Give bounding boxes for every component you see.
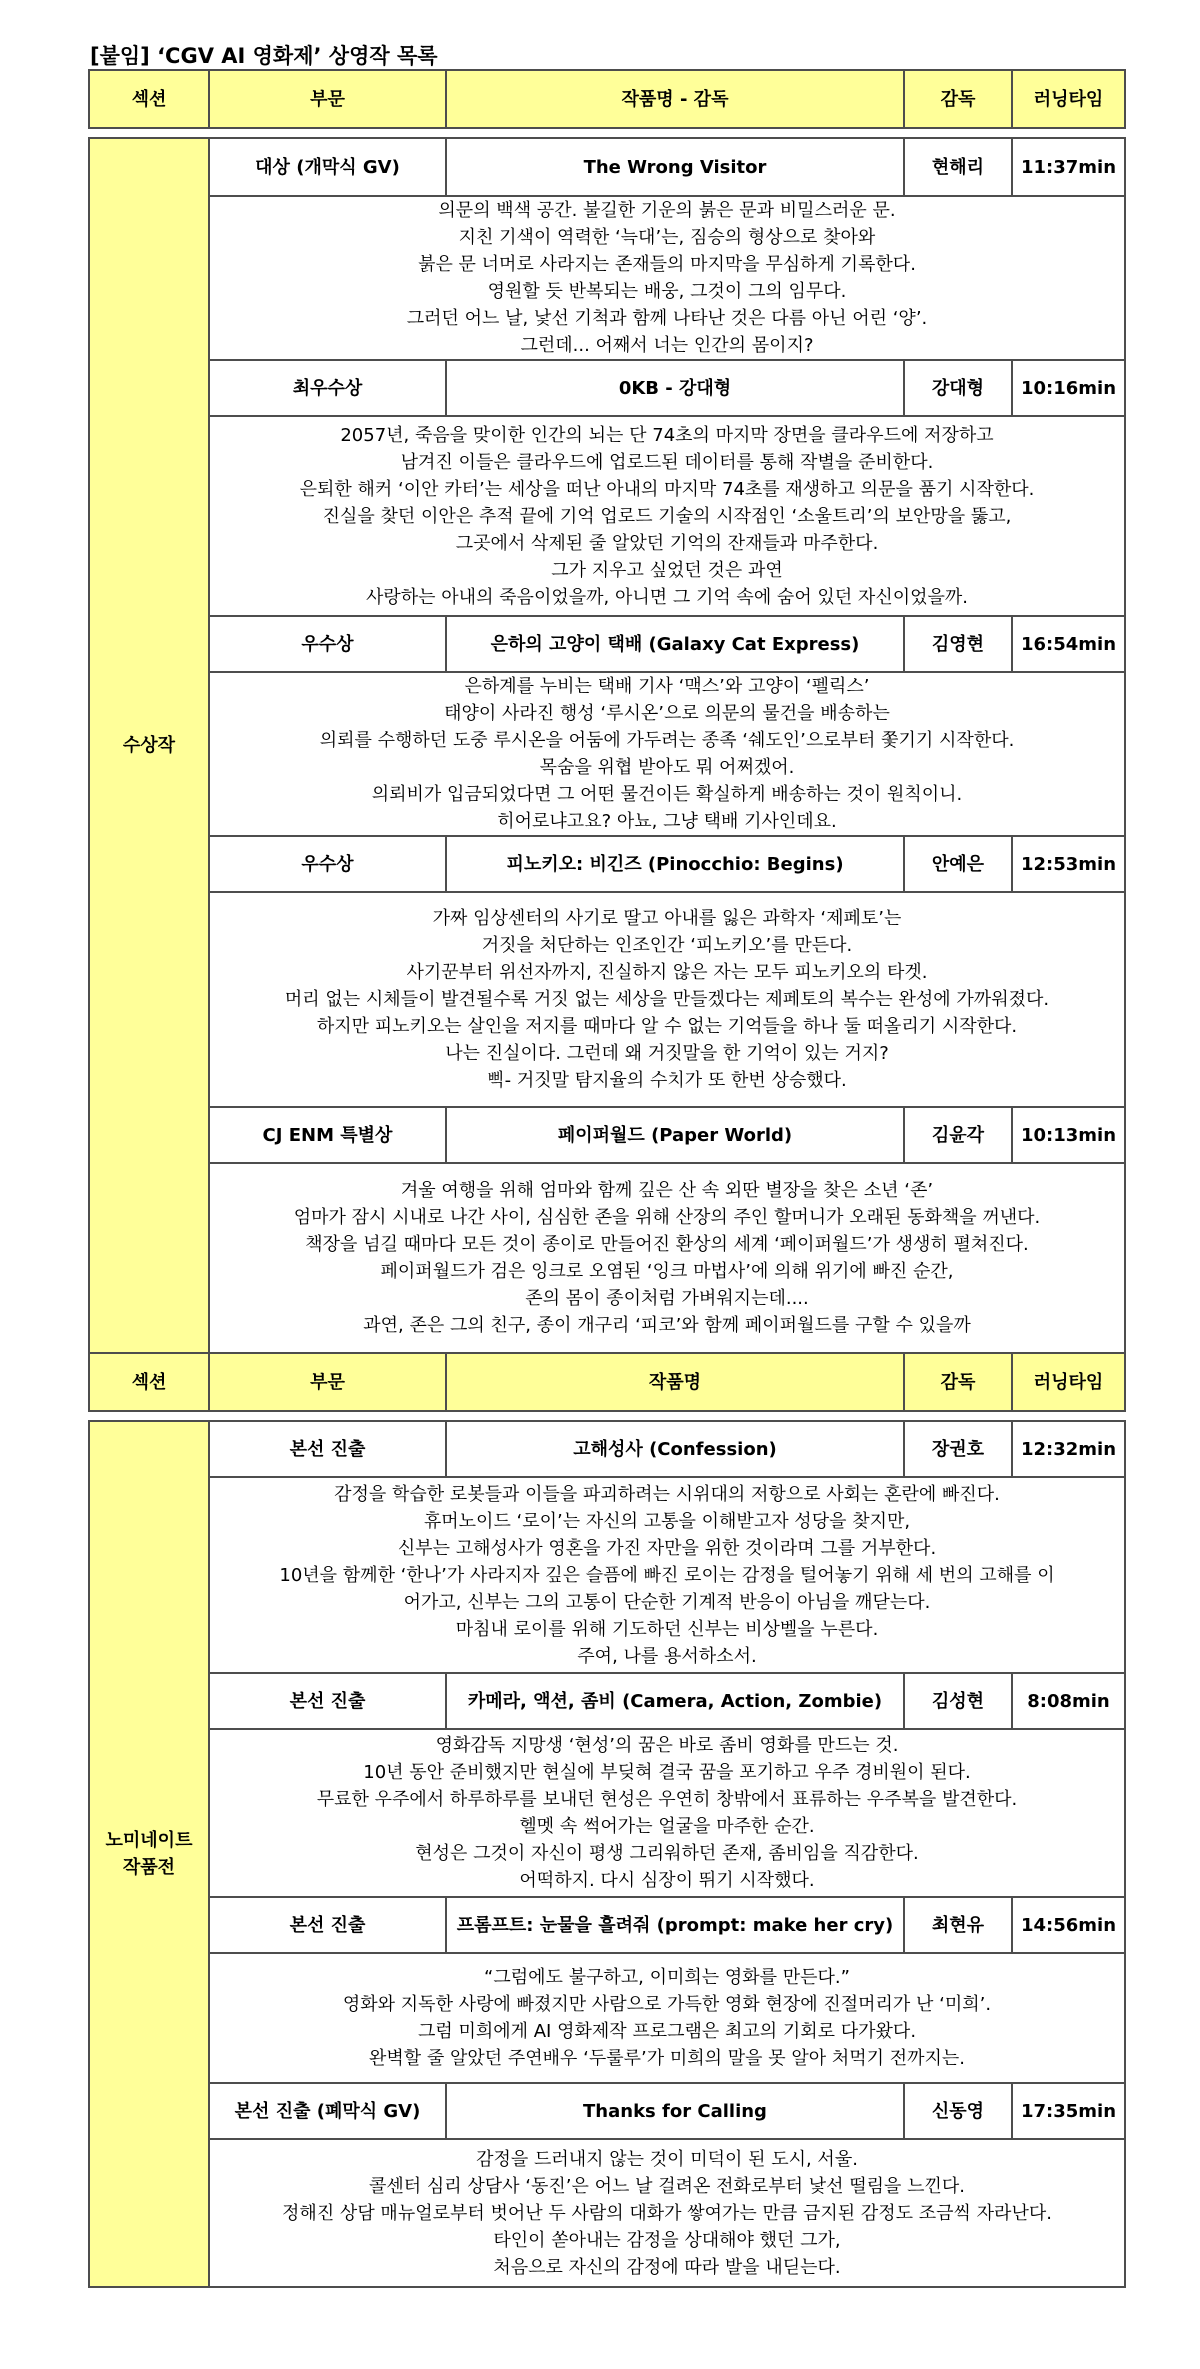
- award-synopsis-row: [89, 1163, 1125, 1353]
- award-header-director: 감독: [904, 70, 1012, 128]
- synopsis-line: 그럼 미희에게 AI 영화제작 프로그램은 최고의 기회로 다가왔다.: [417, 2021, 917, 2042]
- nominee-synopsis-row: [89, 2139, 1125, 2287]
- synopsis-line: 겨울 여행을 위해 엄마와 함께 깊은 산 속 외딴 별장을 찾은 소년 ‘존’: [400, 1180, 934, 1201]
- synopsis-line: 2057년, 죽음을 맞이한 인간의 뇌는 단 74초의 마지막 장면을 클라우드에 저장하고: [340, 424, 994, 446]
- film-title-cell: The Wrong Visitor: [446, 138, 904, 196]
- screening-list-table: [88, 69, 1126, 2288]
- synopsis-line: 지친 기색이 역력한 ‘늑대’는, 짐승의 형상으로 찾아와: [458, 227, 876, 248]
- synopsis-line: 영원할 듯 반복되는 배웅, 그것이 그의 임무다.: [487, 281, 847, 302]
- director-cell: 최현유: [904, 1897, 1012, 1953]
- award-header-runtime: 러닝타임: [1012, 70, 1125, 128]
- category-cell: CJ ENM 특별상: [209, 1107, 446, 1163]
- synopsis-line: 은하계를 누비는 택배 기사 ‘맥스’와 고양이 ‘펠릭스’: [464, 676, 870, 697]
- category-cell: 본선 진출 (폐막식 GV): [209, 2083, 446, 2139]
- runtime-cell: 14:56min: [1012, 1897, 1125, 1953]
- nominee-header-film: 작품명: [446, 1353, 904, 1411]
- director-cell: 안예은: [904, 836, 1012, 892]
- synopsis-line: 감정을 학습한 로봇들과 이들을 파괴하려는 시위대의 저항으로 사회는 혼란에 빠진다.: [334, 1483, 1000, 1505]
- synopsis-cell: [209, 2139, 1125, 2287]
- synopsis-line: 감정을 드러내지 않는 것이 미덕이 된 도시, 서울.: [476, 2148, 858, 2170]
- synopsis-line: 타인이 쏟아내는 감정을 상대해야 했던 그가,: [493, 2229, 841, 2251]
- director-cell: 김성현: [904, 1673, 1012, 1729]
- synopsis-line: 어가고, 신부는 그의 고통이 단순한 기계적 반응이 아님을 깨닫는다.: [403, 1591, 931, 1613]
- section-label-line: 수상작: [122, 735, 176, 756]
- film-title-cell: Thanks for Calling: [446, 2083, 904, 2139]
- synopsis-line: 진실을 찾던 이안은 추적 끝에 기억 업로드 기술의 시작점인 ‘소울트리’의 보안망을 뚫고,: [322, 505, 1012, 527]
- synopsis-line: 헬멧 속 썩어가는 얼굴을 마주한 순간.: [519, 1816, 815, 1837]
- synopsis-cell: [209, 1163, 1125, 1353]
- synopsis-cell: [209, 892, 1125, 1107]
- award-gap: [89, 128, 1125, 138]
- category-cell: 우수상: [209, 616, 446, 672]
- nominee-gap: [89, 1411, 1125, 1421]
- synopsis-line: 마침내 로이를 위해 기도하던 신부는 비상벨을 누른다.: [455, 1618, 879, 1640]
- synopsis-line: 과연, 존은 그의 친구, 종이 개구리 ‘피코’와 함께 페이퍼월드를 구할 수 있을까: [363, 1315, 971, 1336]
- award-entry-row: [89, 1107, 1125, 1163]
- synopsis-line: “그럼에도 불구하고, 이미희는 영화를 만든다.”: [484, 1967, 850, 1988]
- category-cell: 대상 (개막식 GV): [209, 138, 446, 196]
- award-header-section: 섹션: [89, 70, 209, 128]
- film-title-cell: 카메라, 액션, 좀비 (Camera, Action, Zombie): [446, 1673, 904, 1729]
- runtime-cell: 10:16min: [1012, 360, 1125, 416]
- nominee-entry-row: [89, 1673, 1125, 1729]
- nominee-header-section: 섹션: [89, 1353, 209, 1411]
- film-title-cell: 은하의 고양이 택배 (Galaxy Cat Express): [446, 616, 904, 672]
- nominee-header-category: 부문: [209, 1353, 446, 1411]
- award-header-category: 부문: [209, 70, 446, 128]
- category-cell: 최우수상: [209, 360, 446, 416]
- nominee-entry-row: [89, 1421, 1125, 1477]
- synopsis-cell: [209, 1477, 1125, 1673]
- runtime-cell: 17:35min: [1012, 2083, 1125, 2139]
- award-header-row: [89, 70, 1125, 128]
- synopsis-line: 신부는 고해성사가 영혼을 가진 자만을 위한 것이라며 그를 거부한다.: [397, 1537, 937, 1559]
- synopsis-cell: [209, 1729, 1125, 1897]
- synopsis-line: 책장을 넘길 때마다 모든 것이 종이로 만들어진 환상의 세계 ‘페이퍼월드’가 생생히 펼쳐진다.: [305, 1234, 1029, 1255]
- synopsis-line: 히어로냐고요? 아뇨, 그냥 택배 기사인데요.: [497, 811, 837, 832]
- synopsis-line: 삑- 거짓말 탐지율의 수치가 또 한번 상승했다.: [487, 1070, 847, 1091]
- film-title-cell: 프롬프트: 눈물을 흘려줘 (prompt: make her cry): [446, 1897, 904, 1953]
- synopsis-line: 가짜 임상센터의 사기로 딸고 아내를 잃은 과학자 ‘제페토’는: [432, 908, 902, 929]
- nominee-header-row: [89, 1353, 1125, 1411]
- category-cell: 본선 진출: [209, 1421, 446, 1477]
- synopsis-line: 처음으로 자신의 감정에 따라 발을 내딛는다.: [493, 2256, 841, 2278]
- award-synopsis-row: [89, 196, 1125, 360]
- synopsis-line: 엄마가 잠시 시내로 나간 사이, 심심한 존을 위해 산장의 주인 할머니가 오래된 동화책을 꺼낸다.: [293, 1207, 1041, 1228]
- synopsis-line: 무료한 우주에서 하루하루를 보내던 현성은 우연히 창밖에서 표류하는 우주복을 발견한다.: [316, 1789, 1018, 1810]
- nominee-section-label: [89, 1421, 209, 2287]
- synopsis-line: 의뢰비가 입금되었다면 그 어떤 물건이든 확실하게 배송하는 것이 원칙이니.: [371, 784, 963, 805]
- synopsis-line: 정해진 상담 매뉴얼로부터 벗어난 두 사람의 대화가 쌓여가는 만큼 금지된 감정도 조금씩 자라난다.: [282, 2202, 1052, 2224]
- award-synopsis-row: [89, 892, 1125, 1107]
- synopsis-line: 10년 동안 준비했지만 현실에 부딪혀 결국 꿈을 포기하고 우주 경비원이 된다.: [363, 1762, 971, 1783]
- nominee-synopsis-row: [89, 1953, 1125, 2083]
- nominee-header-director: 감독: [904, 1353, 1012, 1411]
- synopsis-line: 어떡하지. 다시 심장이 뛰기 시작했다.: [519, 1870, 815, 1891]
- synopsis-line: 주여, 나를 용서하소서.: [577, 1645, 757, 1667]
- runtime-cell: 12:32min: [1012, 1421, 1125, 1477]
- nominee-synopsis-row: [89, 1729, 1125, 1897]
- director-cell: 신동영: [904, 2083, 1012, 2139]
- runtime-cell: 8:08min: [1012, 1673, 1125, 1729]
- synopsis-line: 그러던 어느 날, 낯선 기척과 함께 나타난 것은 다름 아닌 어린 ‘양’.: [406, 308, 928, 329]
- synopsis-line: 존의 몸이 종이처럼 가벼워지는데....: [525, 1288, 809, 1309]
- award-entry-row: [89, 138, 1125, 196]
- film-title-cell: 고해성사 (Confession): [446, 1421, 904, 1477]
- synopsis-line: 그런데... 어째서 너는 인간의 몸이지?: [520, 335, 814, 356]
- synopsis-line: 머리 없는 시체들이 발견될수록 거짓 없는 세상을 만들겠다는 제페토의 복수는 완성에 가까워졌다.: [284, 989, 1050, 1010]
- director-cell: 강대형: [904, 360, 1012, 416]
- award-entry-row: [89, 360, 1125, 416]
- synopsis-line: 남겨진 이들은 클라우드에 업로드된 데이터를 통해 작별을 준비한다.: [400, 451, 934, 473]
- synopsis-cell: [209, 1953, 1125, 2083]
- runtime-cell: 16:54min: [1012, 616, 1125, 672]
- runtime-cell: 10:13min: [1012, 1107, 1125, 1163]
- synopsis-line: 하지만 피노키오는 살인을 저지를 때마다 알 수 없는 기억들을 하나 둘 떠올리기 시작한다.: [316, 1016, 1018, 1037]
- nominee-entry-row: [89, 1897, 1125, 1953]
- synopsis-line: 완벽할 줄 알았던 주연배우 ‘두룰루’가 미희의 말을 못 알아 처먹기 전까지는.: [368, 2048, 966, 2069]
- award-entry-row: [89, 836, 1125, 892]
- document-title: [붙임] ‘CGV AI 영화제’ 상영작 목록: [90, 44, 438, 68]
- nominee-synopsis-row: [89, 1477, 1125, 1673]
- director-cell: 현해리: [904, 138, 1012, 196]
- synopsis-line: 그가 지우고 싶었던 것은 과연: [551, 559, 783, 581]
- synopsis-line: 나는 진실이다. 그런데 왜 거짓말을 한 기억이 있는 거지?: [445, 1043, 889, 1064]
- nominee-header-runtime: 러닝타임: [1012, 1353, 1125, 1411]
- synopsis-line: 사기꾼부터 위선자까지, 진실하지 않은 자는 모두 피노키오의 타겟.: [406, 962, 928, 983]
- synopsis-line: 사랑하는 아내의 죽음이었을까, 아니면 그 기억 속에 숨어 있던 자신이었을까.: [366, 586, 968, 608]
- synopsis-line: 그곳에서 삭제된 줄 알았던 기억의 잔재들과 마주한다.: [455, 532, 879, 554]
- synopsis-line: 목숨을 위협 받아도 뭐 어쩌겠어.: [539, 757, 795, 778]
- synopsis-line: 현성은 그것이 자신이 평생 그리워하던 존재, 좀비임을 직감한다.: [415, 1843, 919, 1864]
- award-synopsis-row: [89, 672, 1125, 836]
- film-title-cell: 페이퍼월드 (Paper World): [446, 1107, 904, 1163]
- synopsis-line: 의문의 백색 공간. 불길한 기운의 붉은 문과 비밀스러운 문.: [438, 200, 896, 221]
- award-synopsis-row: [89, 416, 1125, 616]
- runtime-cell: 12:53min: [1012, 836, 1125, 892]
- synopsis-line: 거짓을 처단하는 인조인간 ‘피노키오’를 만든다.: [481, 935, 853, 956]
- synopsis-line: 영화감독 지망생 ‘현성’의 꿈은 바로 좀비 영화를 만드는 것.: [435, 1735, 899, 1756]
- film-title-cell: 0KB - 강대형: [446, 360, 904, 416]
- runtime-cell: 11:37min: [1012, 138, 1125, 196]
- award-entry-row: [89, 616, 1125, 672]
- synopsis-line: 10년을 함께한 ‘한나’가 사라지자 깊은 슬픔에 빠진 로이는 감정을 털어놓기 위해 세 번의 고해를 이: [279, 1564, 1055, 1586]
- synopsis-line: 페이퍼월드가 검은 잉크로 오염된 ‘잉크 마법사’에 의해 위기에 빠진 순간,: [380, 1261, 954, 1282]
- nominee-entry-row: [89, 2083, 1125, 2139]
- category-cell: 본선 진출: [209, 1673, 446, 1729]
- synopsis-cell: [209, 672, 1125, 836]
- synopsis-cell: [209, 416, 1125, 616]
- synopsis-line: 의뢰를 수행하던 도중 루시온을 어둠에 가두려는 종족 ‘쉐도인’으로부터 쫓기기 시작한다.: [319, 730, 1015, 751]
- director-cell: 장권호: [904, 1421, 1012, 1477]
- director-cell: 김영현: [904, 616, 1012, 672]
- film-title-cell: 피노키오: 비긴즈 (Pinocchio: Begins): [446, 836, 904, 892]
- synopsis-cell: [209, 196, 1125, 360]
- award-section-label: [89, 138, 209, 1353]
- synopsis-line: 태양이 사라진 행성 ‘루시온’으로 의문의 물건을 배송하는: [444, 703, 890, 724]
- section-label-line: 작품전: [122, 1857, 176, 1878]
- synopsis-line: 붉은 문 너머로 사라지는 존재들의 마지막을 무심하게 기록한다.: [418, 254, 916, 275]
- section-label-line: 노미네이트: [105, 1830, 193, 1851]
- synopsis-line: 휴머노이드 ‘로이’는 자신의 고통을 이해받고자 성당을 찾지만,: [423, 1510, 911, 1532]
- category-cell: 본선 진출: [209, 1897, 446, 1953]
- category-cell: 우수상: [209, 836, 446, 892]
- synopsis-line: 영화와 지독한 사랑에 빠졌지만 사람으로 가득한 영화 현장에 진절머리가 난 ‘미희’.: [342, 1994, 992, 2015]
- synopsis-line: 콜센터 심리 상담사 ‘동진’은 어느 날 걸려온 전화로부터 낯선 떨림을 느낀다.: [368, 2175, 966, 2197]
- synopsis-line: 은퇴한 해커 ‘이안 카터’는 세상을 떠난 아내의 마지막 74초를 재생하고 의문을 품기 시작한다.: [299, 478, 1035, 500]
- award-header-film: 작품명 - 감독: [446, 70, 904, 128]
- director-cell: 김윤각: [904, 1107, 1012, 1163]
